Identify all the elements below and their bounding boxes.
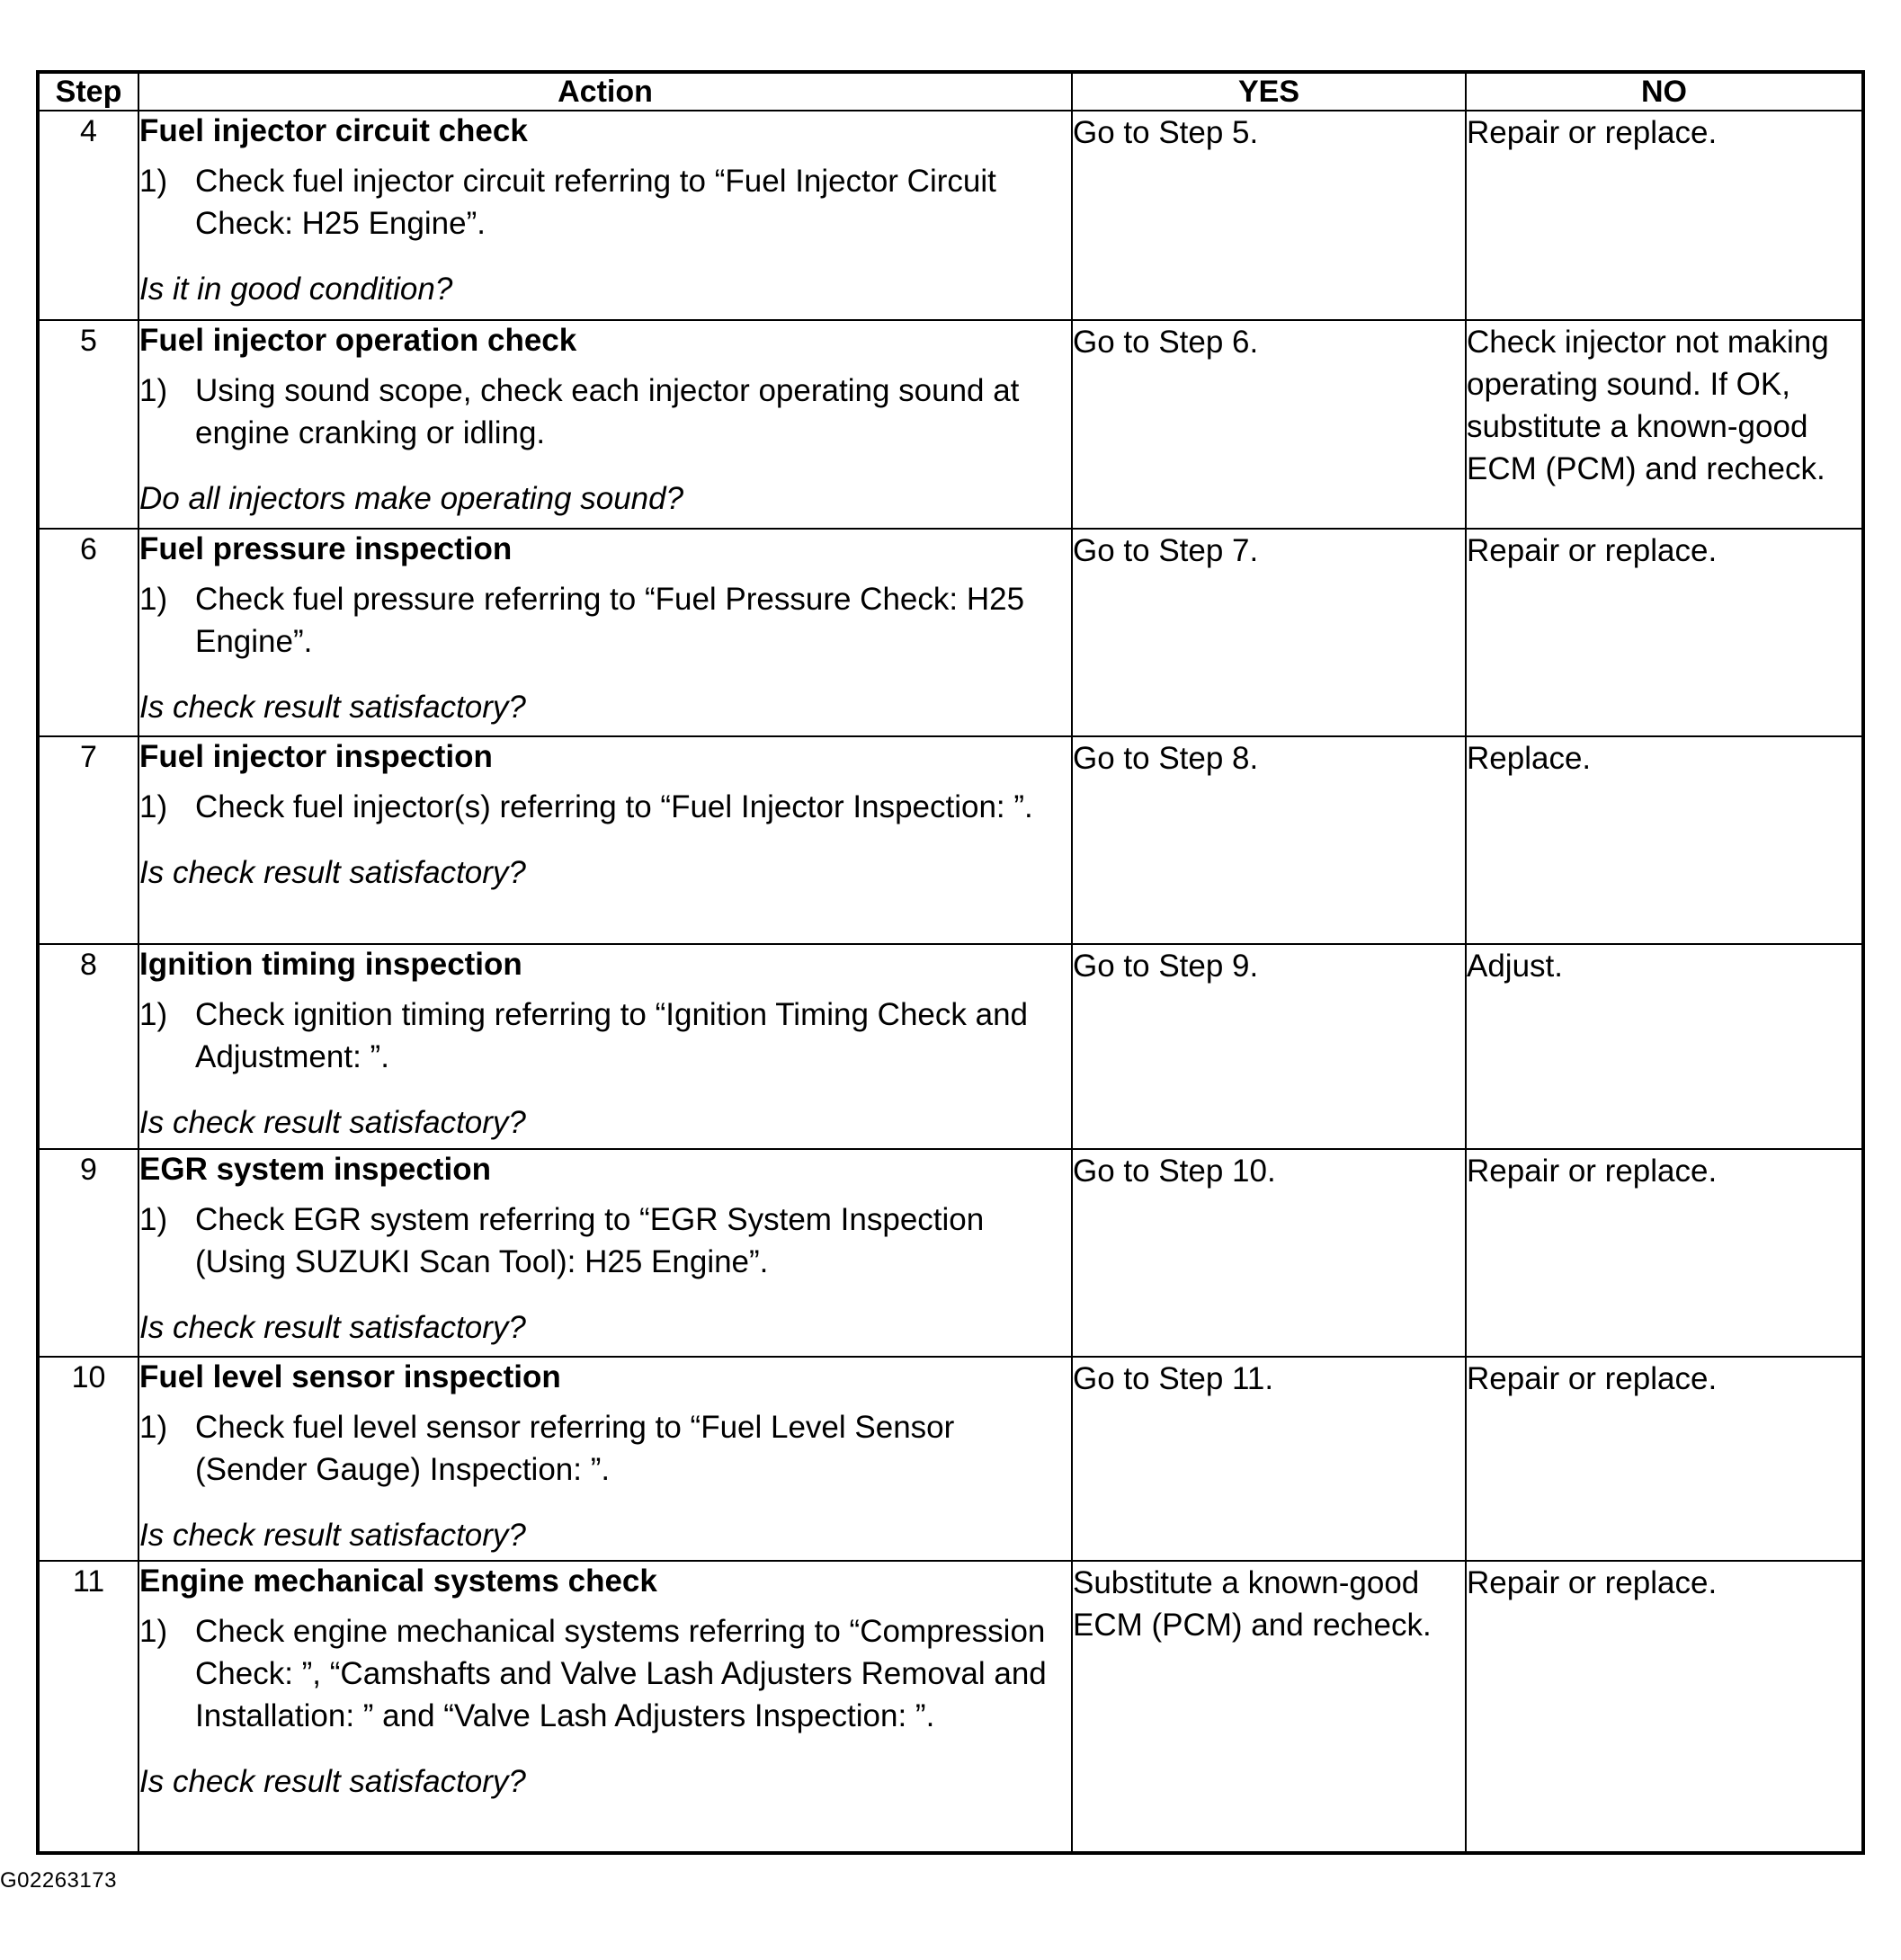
yes-cell: Go to Step 10. xyxy=(1072,1149,1466,1357)
action-title: Fuel injector circuit check xyxy=(139,113,528,148)
action-item-number: 1) xyxy=(139,997,168,1032)
action-item xyxy=(139,578,1071,663)
action-question: Is it in good condition? xyxy=(139,272,453,307)
action-item-text: Check fuel pressure referring to “Fuel Pressure Check: H25 Engine”. xyxy=(195,582,1025,659)
action-cell xyxy=(138,736,1072,944)
action-question: Is check result satisfactory? xyxy=(139,690,526,725)
action-item xyxy=(139,993,1071,1078)
action-title: Fuel injector operation check xyxy=(139,323,577,358)
action-item-number: 1) xyxy=(139,373,168,408)
action-item-number: 1) xyxy=(139,582,168,617)
action-title: Fuel level sensor inspection xyxy=(139,1359,561,1394)
action-item-text: Using sound scope, check each injector operating sound at engine cranking or idling. xyxy=(195,373,1020,450)
no-cell: Repair or replace. xyxy=(1466,1149,1863,1357)
yes-cell: Go to Step 5. xyxy=(1072,111,1466,320)
diagnostic-table xyxy=(36,70,1865,1855)
action-item-number: 1) xyxy=(139,789,168,824)
no-cell: Adjust. xyxy=(1466,944,1863,1149)
action-title: Fuel pressure inspection xyxy=(139,531,513,566)
action-cell xyxy=(138,1561,1072,1853)
yes-cell: Go to Step 6. xyxy=(1072,320,1466,529)
action-item-text: Check engine mechanical systems referring to “Compression Check: ”, “Camshafts and Valve Lash Adjusters Removal and Installation: ” and “Valve Lash Adjusters Inspection: ”. xyxy=(195,1614,1047,1733)
action-question: Is check result satisfactory? xyxy=(139,1105,526,1140)
step-number: 10 xyxy=(38,1357,138,1561)
action-item xyxy=(139,160,1071,245)
action-cell xyxy=(138,320,1072,529)
table-row xyxy=(38,529,1863,736)
action-title: Fuel injector inspection xyxy=(139,739,493,774)
action-question: Is check result satisfactory? xyxy=(139,1518,526,1553)
step-number: 7 xyxy=(38,736,138,944)
no-cell: Repair or replace. xyxy=(1466,1357,1863,1561)
action-item xyxy=(139,1198,1071,1283)
no-cell: Check injector not making operating sound. If OK, substitute a known-good ECM (PCM) and recheck. xyxy=(1466,320,1863,529)
action-cell xyxy=(138,1357,1072,1561)
action-item-text: Check fuel level sensor referring to “Fuel Level Sensor (Sender Gauge) Inspection: ”. xyxy=(195,1410,955,1487)
header-step: Step xyxy=(38,72,138,111)
no-cell: Repair or replace. xyxy=(1466,529,1863,736)
action-item-number: 1) xyxy=(139,1202,168,1237)
step-number: 6 xyxy=(38,529,138,736)
table-row xyxy=(38,111,1863,320)
action-question: Is check result satisfactory? xyxy=(139,1764,526,1799)
action-title: Engine mechanical systems check xyxy=(139,1564,657,1599)
yes-cell: Substitute a known-good ECM (PCM) and recheck. xyxy=(1072,1561,1466,1853)
table-header-row xyxy=(38,72,1863,111)
no-cell: Replace. xyxy=(1466,736,1863,944)
action-item xyxy=(139,786,1071,828)
header-yes: YES xyxy=(1072,72,1466,111)
action-question: Is check result satisfactory? xyxy=(139,1310,526,1345)
yes-cell: Go to Step 11. xyxy=(1072,1357,1466,1561)
action-item-number: 1) xyxy=(139,164,168,199)
no-cell: Repair or replace. xyxy=(1466,111,1863,320)
action-cell xyxy=(138,111,1072,320)
yes-cell: Go to Step 8. xyxy=(1072,736,1466,944)
table-row xyxy=(38,320,1863,529)
header-action: Action xyxy=(138,72,1072,111)
yes-cell: Go to Step 7. xyxy=(1072,529,1466,736)
step-number: 8 xyxy=(38,944,138,1149)
action-question: Is check result satisfactory? xyxy=(139,855,526,890)
table-row xyxy=(38,736,1863,944)
action-item-text: Check fuel injector(s) referring to “Fuel Injector Inspection: ”. xyxy=(195,789,1033,824)
action-title: Ignition timing inspection xyxy=(139,947,522,982)
yes-cell: Go to Step 9. xyxy=(1072,944,1466,1149)
action-item xyxy=(139,1406,1071,1491)
action-item xyxy=(139,1610,1071,1737)
table-row xyxy=(38,1149,1863,1357)
step-number: 11 xyxy=(38,1561,138,1853)
table-row xyxy=(38,944,1863,1149)
step-number: 4 xyxy=(38,111,138,320)
action-title: EGR system inspection xyxy=(139,1152,491,1187)
action-item-text: Check EGR system referring to “EGR System Inspection (Using SUZUKI Scan Tool): H25 Engine”. xyxy=(195,1202,985,1279)
step-number: 9 xyxy=(38,1149,138,1357)
no-cell: Repair or replace. xyxy=(1466,1561,1863,1853)
figure-id: G02263173 xyxy=(0,1868,117,1893)
action-cell xyxy=(138,1149,1072,1357)
action-question: Do all injectors make operating sound? xyxy=(139,481,684,516)
action-item-text: Check fuel injector circuit referring to “Fuel Injector Circuit Check: H25 Engine”. xyxy=(195,164,996,241)
table-row xyxy=(38,1357,1863,1561)
action-item-number: 1) xyxy=(139,1614,168,1649)
action-cell xyxy=(138,944,1072,1149)
table-row xyxy=(38,1561,1863,1853)
header-no: NO xyxy=(1466,72,1863,111)
action-item-text: Check ignition timing referring to “Ignition Timing Check and Adjustment: ”. xyxy=(195,997,1028,1074)
action-item-number: 1) xyxy=(139,1410,168,1445)
action-cell xyxy=(138,529,1072,736)
action-item xyxy=(139,370,1071,454)
step-number: 5 xyxy=(38,320,138,529)
